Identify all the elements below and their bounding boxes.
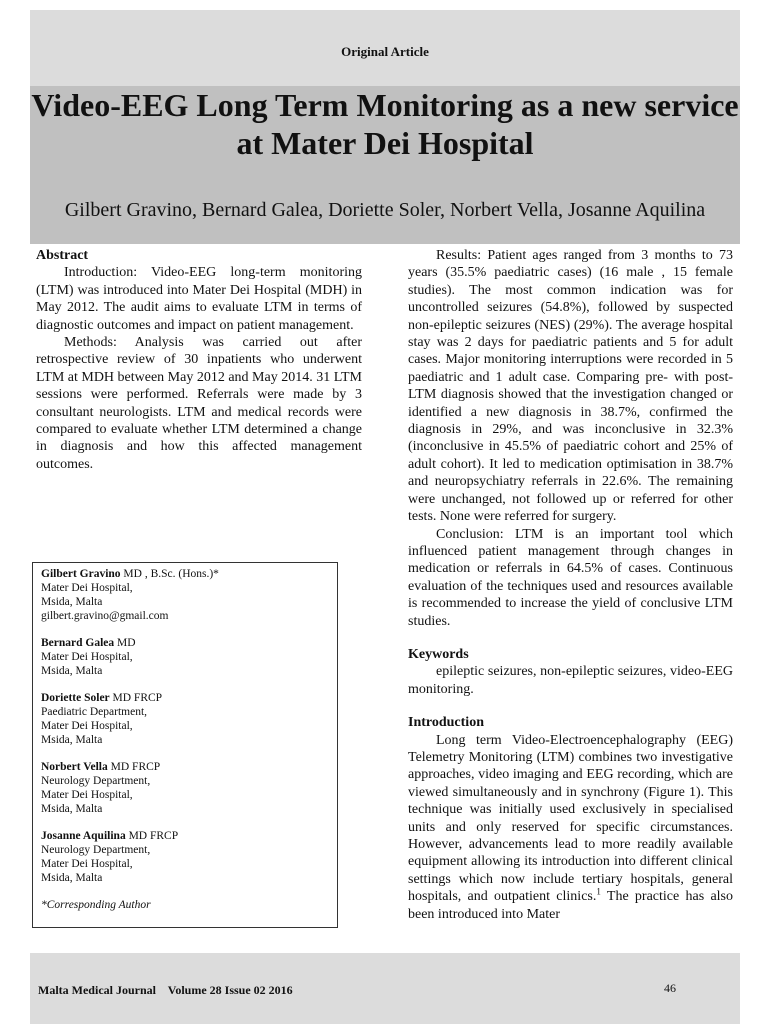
keywords-text: epileptic seizures, non-epileptic seizures, video-EEG monitoring. — [408, 664, 733, 697]
affiliation-line: Msida, Malta — [41, 665, 103, 677]
page-number: 46 — [664, 981, 676, 995]
affiliation-entry — [41, 636, 329, 678]
affiliation-name: Norbert Vella — [41, 761, 108, 773]
footer-journal: Malta Medical Journal Volume 28 Issue 02 2016 — [38, 983, 293, 997]
abstract-conclusion: Conclusion: LTM is an important tool which influenced patient management through changes in medication or referrals in 64.5% of cases. Continuous evaluation of the techniques used and resources available is recommended to increase the yield of conclusive LTM studies. — [408, 526, 733, 629]
affiliation-line: Mater Dei Hospital, — [41, 720, 133, 732]
affiliation-degrees: MD FRCP — [110, 761, 161, 773]
keywords-heading: Keywords — [408, 646, 469, 662]
introduction-continuation: The practice has also been introduced into Mater — [408, 889, 733, 922]
affiliation-name: Doriette Soler — [41, 692, 110, 704]
affiliation-line: Msida, Malta — [41, 803, 103, 815]
affiliation-name: Bernard Galea — [41, 637, 115, 649]
introduction-heading: Introduction — [408, 715, 484, 731]
abstract-heading: Abstract — [36, 248, 89, 263]
affiliation-line: Mater Dei Hospital, — [41, 789, 133, 801]
affiliation-line: Mater Dei Hospital, — [41, 858, 133, 870]
affiliation-line: Neurology Department, — [41, 775, 151, 787]
affiliation-entry — [41, 760, 329, 816]
affiliation-degrees: MD , B.Sc. (Hons.)* — [123, 568, 219, 580]
article-title: Video-EEG Long Term Monitoring as a new service at Mater Dei Hospital — [31, 87, 739, 161]
affiliation-entry — [41, 567, 329, 623]
affiliation-line: Paediatric Department, — [41, 706, 148, 718]
affiliation-line: Neurology Department, — [41, 844, 151, 856]
affiliation-line: gilbert.gravino@gmail.com — [41, 610, 169, 622]
affiliation-entry — [41, 691, 329, 747]
affiliation-name: Gilbert Gravino — [41, 568, 121, 580]
author-list: Gilbert Gravino, Bernard Galea, Doriette Soler, Norbert Vella, Josanne Aquilina — [64, 199, 706, 221]
affiliation-name: Josanne Aquilina — [41, 830, 126, 842]
affiliation-line: Msida, Malta — [41, 734, 103, 746]
affiliations-list — [41, 567, 329, 885]
affiliation-line: Msida, Malta — [41, 872, 103, 884]
affiliation-line: Mater Dei Hospital, — [41, 582, 133, 594]
abstract-methods: Methods: Analysis was carried out after retrospective review of 30 inpatients who underwent LTM at MDH between May 2012 and May 2014. 31 LTM sessions were performed. Referrals were made by 3 consultant neurologists. LTM and medical records were compared to evaluate whether LTM determined a change in diagnosis and how this affected management outcomes. — [36, 335, 362, 472]
introduction-ref: 1 — [596, 886, 601, 897]
corresponding-author-note: *Corresponding Author — [41, 899, 151, 911]
affiliations-box — [32, 562, 338, 928]
abstract-results: Results: Patient ages ranged from 3 months to 73 years (35.5% paediatric cases) (16 male , 15 female studies). The most common indication was for uncontrolled seizures (54.8%), followed by suspected non-epileptic seizures (NES) (29%). The average hospital stay was 2 days for paediatric patients and 5 for adult cases. Major monitoring interruptions were recorded in 5 paediatric and 1 adult case. Comparing pre- with post-LTM diagnosis showed that the investigation changed or identified a new diagnosis in 38.7%, confirmed the diagnosis in 29%, and was inconclusive in 32.3% (inconclusive in 45.5% of paediatric cohort and 25% of adult cohort). It led to medication optimisation in 38.7% and neuropsychiatry referrals in 22.6%. The remaining were unchanged, not followed up or referred for other tests. None were referred for surgery. — [408, 248, 733, 525]
affiliation-line: Msida, Malta — [41, 596, 103, 608]
article-type-label: Original Article — [341, 44, 429, 59]
affiliation-degrees: MD FRCP — [128, 830, 179, 842]
right-column — [408, 247, 733, 923]
left-column — [36, 247, 362, 473]
affiliation-degrees: MD FRCP — [112, 692, 163, 704]
introduction-text — [408, 732, 733, 923]
abstract-introduction: Introduction: Video-EEG long-term monitoring (LTM) was introduced into Mater Dei Hospital (MDH) in May 2012. The audit aims to evaluate LTM in terms of diagnostic outcomes and impact on patient management. — [36, 265, 362, 333]
affiliation-entry — [41, 829, 329, 885]
affiliation-degrees: MD — [117, 637, 136, 649]
introduction-body: Long term Video-Electroencephalography (EEG) Telemetry Monitoring (LTM) combines two investigative approaches, video imaging and EEG recording, which are viewed simultaneously and in synchrony (Figure 1). This technique was initially used exclusively in specialised units and only reserved for specific circumstances. However, advancements lead to more readily available equipment allowing its introduction into different clinical settings which now include tertiary hospitals, general hospitals, and outpatient clinics. — [408, 732, 733, 905]
affiliation-line: Mater Dei Hospital, — [41, 651, 133, 663]
